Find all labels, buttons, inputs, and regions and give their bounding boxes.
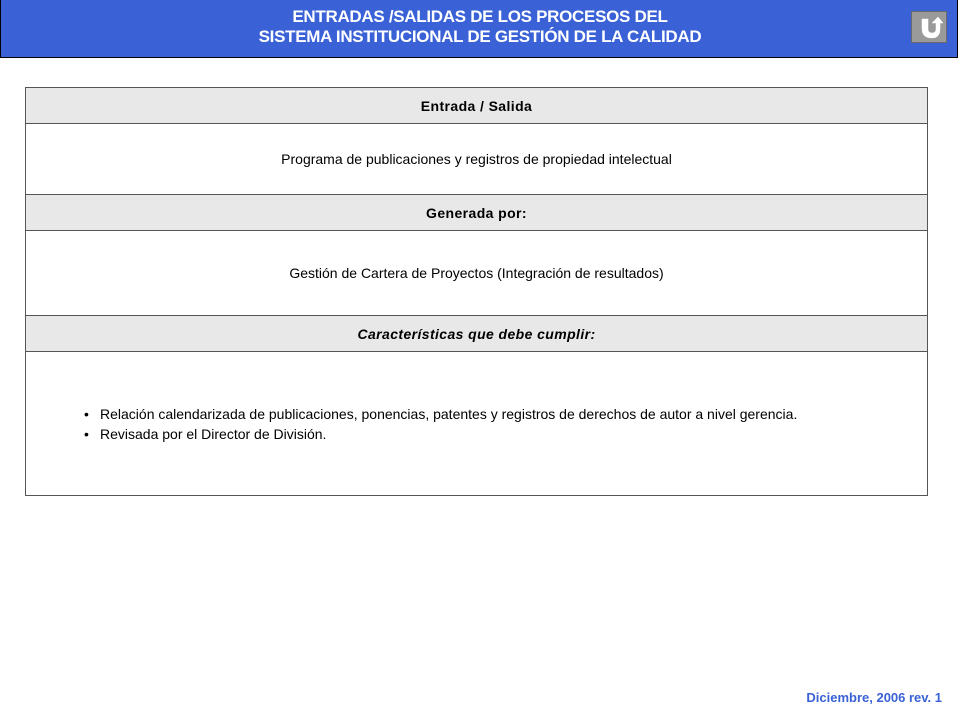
io-card bbox=[25, 87, 928, 496]
entrada-salida-value: Programa de publicaciones y registros de propiedad intelectual bbox=[26, 124, 927, 194]
title-line-1: ENTRADAS /SALIDAS DE LOS PROCESOS DEL bbox=[292, 7, 668, 26]
list-item: • Revisada por el Director de División. bbox=[84, 424, 797, 444]
list-item: • Relación calendarizada de publicaciones, ponencias, patentes y registros de derechos de autor a nivel gerencia. bbox=[84, 404, 797, 424]
revision-footer: Diciembre, 2006 rev. 1 bbox=[806, 690, 942, 705]
page-title bbox=[0, 7, 960, 47]
divider bbox=[26, 351, 927, 352]
u-turn-back-icon bbox=[917, 15, 943, 39]
caracteristicas-list bbox=[84, 404, 797, 444]
generada-por-header: Generada por: bbox=[26, 195, 927, 230]
caracteristicas-header: Características que debe cumplir: bbox=[26, 316, 927, 351]
title-line-2: SISTEMA INSTITUCIONAL DE GESTIÓN DE LA CALIDAD bbox=[258, 27, 702, 46]
back-button[interactable] bbox=[911, 11, 947, 43]
entrada-salida-header: Entrada / Salida bbox=[26, 88, 927, 123]
generada-por-value: Gestión de Cartera de Proyectos (Integración de resultados) bbox=[26, 231, 927, 315]
